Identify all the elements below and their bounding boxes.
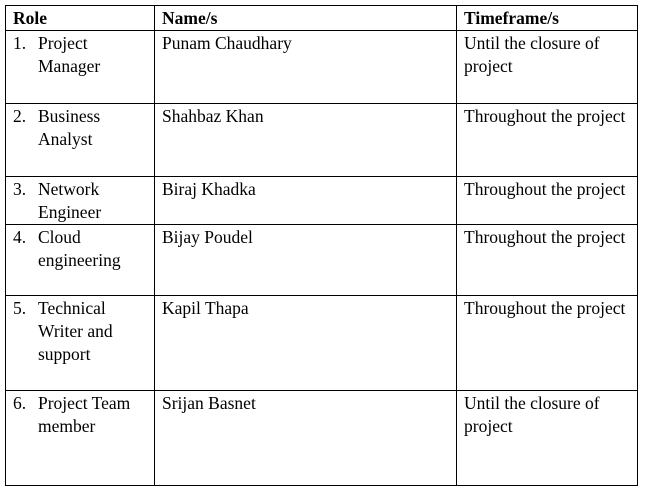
role-text: Network Engineer bbox=[38, 179, 102, 222]
timeframe-cell: Throughout the project bbox=[457, 296, 638, 391]
role-text: Technical Writer and support bbox=[38, 298, 113, 364]
timeframe-cell: Until the closure of project bbox=[457, 31, 638, 104]
role-text: Project Manager bbox=[38, 33, 101, 76]
name-cell: Bijay Poudel bbox=[155, 225, 457, 296]
row-number: 1. bbox=[13, 33, 27, 53]
table-row bbox=[6, 177, 638, 225]
row-number: 2. bbox=[13, 106, 27, 126]
header-timeframe: Timeframe/s bbox=[457, 6, 638, 31]
role-cell bbox=[6, 177, 155, 225]
name-cell: Punam Chaudhary bbox=[155, 31, 457, 104]
row-number: 5. bbox=[13, 298, 27, 318]
header-name: Name/s bbox=[155, 6, 457, 31]
timeframe-cell: Throughout the project bbox=[457, 177, 638, 225]
row-number: 6. bbox=[13, 393, 27, 413]
role-text: Business Analyst bbox=[38, 106, 101, 149]
name-cell: Srijan Basnet bbox=[155, 391, 457, 486]
table-row bbox=[6, 391, 638, 486]
role-cell bbox=[6, 391, 155, 486]
header-row bbox=[6, 6, 638, 31]
table-row bbox=[6, 31, 638, 104]
timeframe-cell: Until the closure of project bbox=[457, 391, 638, 486]
row-number: 3. bbox=[13, 179, 27, 199]
table-row bbox=[6, 104, 638, 177]
table-row bbox=[6, 296, 638, 391]
role-cell bbox=[6, 104, 155, 177]
table-row bbox=[6, 225, 638, 296]
name-cell: Kapil Thapa bbox=[155, 296, 457, 391]
role-cell bbox=[6, 225, 155, 296]
role-text: Cloud engineering bbox=[38, 227, 121, 270]
header-role: Role bbox=[6, 6, 155, 31]
timeframe-cell: Throughout the project bbox=[457, 104, 638, 177]
role-cell bbox=[6, 31, 155, 104]
row-number: 4. bbox=[13, 227, 27, 247]
roles-table bbox=[5, 5, 638, 486]
name-cell: Biraj Khadka bbox=[155, 177, 457, 225]
role-cell bbox=[6, 296, 155, 391]
timeframe-cell: Throughout the project bbox=[457, 225, 638, 296]
name-cell: Shahbaz Khan bbox=[155, 104, 457, 177]
role-text: Project Team member bbox=[38, 393, 131, 436]
